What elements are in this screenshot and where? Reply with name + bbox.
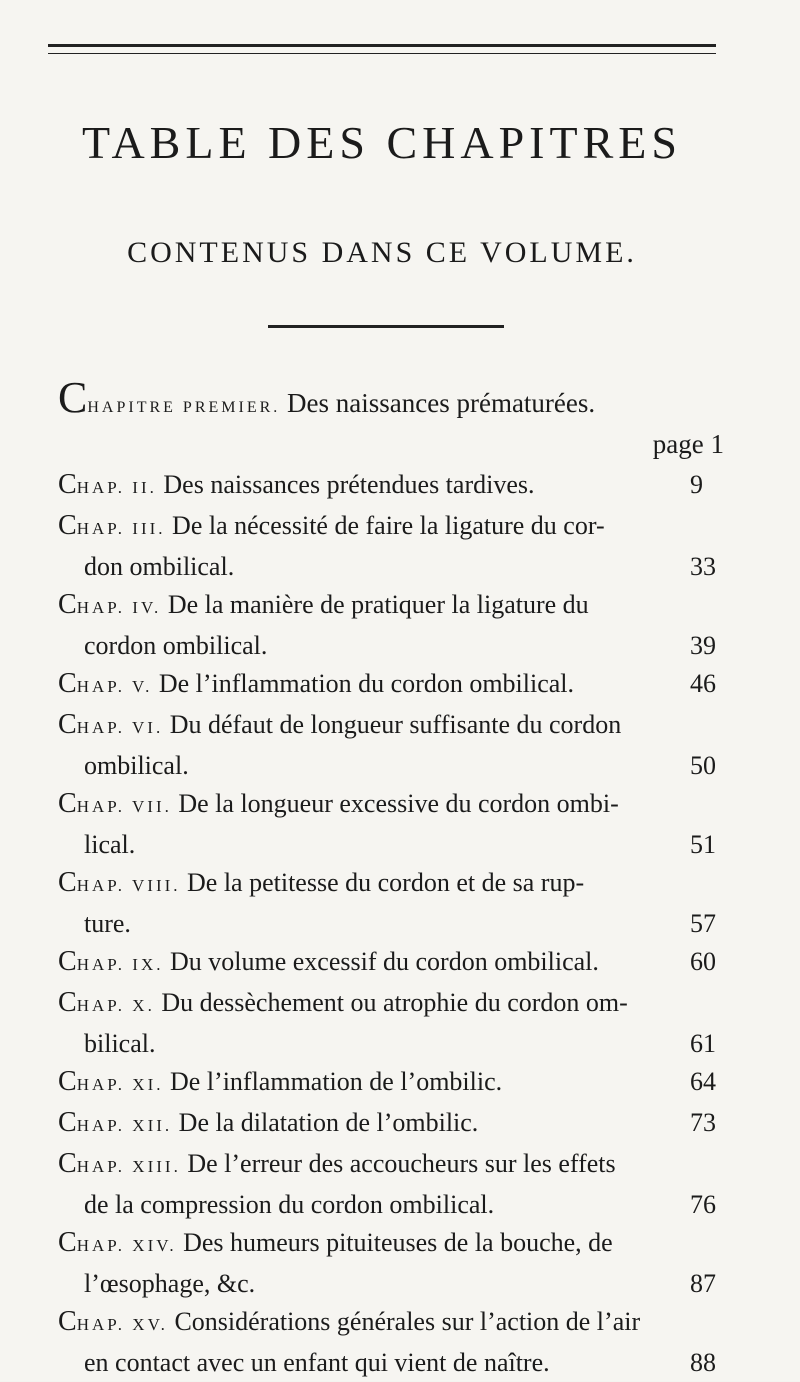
chapter-title: Des humeurs pituiteuses de la bouche, de xyxy=(183,1228,613,1257)
section-rule xyxy=(268,325,504,328)
chapter-title: De la petitesse du cordon et de sa rup- xyxy=(187,868,585,897)
chapter-title-continued: lical. xyxy=(84,830,136,859)
page-title: TABLE DES CHAPITRES xyxy=(82,117,682,168)
chapter-entry xyxy=(58,943,730,984)
chapter-title: De l’erreur des accoucheurs sur les effets xyxy=(187,1149,616,1178)
chapter-title-continued: cordon ombilical. xyxy=(84,631,268,660)
chapter-label-initial: C xyxy=(58,510,77,541)
chapter-title: Des naissances prématurées. xyxy=(287,388,596,418)
chapter-entry-line xyxy=(58,785,730,826)
chapter-label-initial: C xyxy=(58,469,77,500)
chapter-entry-line xyxy=(58,1224,730,1265)
page-number: 9 xyxy=(690,470,703,499)
chapter-entry-line xyxy=(58,627,730,665)
chapter-title-continued: ombilical. xyxy=(84,751,189,780)
chapter-title: De la manière de pratiquer la ligature du xyxy=(167,590,589,619)
top-double-rule xyxy=(48,44,716,47)
page-number: 88 xyxy=(690,1348,716,1377)
chapter-label: HAP. VIII. xyxy=(76,876,181,895)
page-number: 51 xyxy=(690,830,716,859)
chapter-title-continued: de la compression du cordon ombilical. xyxy=(84,1190,495,1219)
chapter-heading xyxy=(58,1303,640,1344)
chapter-entry xyxy=(58,864,730,943)
chapter-label: HAP. VI. xyxy=(76,718,164,737)
chapter-label: HAP. II. xyxy=(76,478,157,497)
chapter-title: De la nécessité de faire la ligature du cor- xyxy=(172,511,605,540)
chapter-heading xyxy=(58,586,589,627)
chapter-entry xyxy=(58,1303,730,1382)
chapter-entry-line xyxy=(58,586,730,627)
chapter-entry-line xyxy=(58,665,730,706)
chapter-entry xyxy=(58,1104,730,1145)
chapter-label: HAP. V. xyxy=(76,677,153,696)
chapter-heading xyxy=(58,665,574,706)
chapter-entry xyxy=(58,1145,730,1224)
chapter-title: Du dessèchement ou atrophie du cordon om- xyxy=(161,988,628,1017)
chapter-title-continued: l’œsophage, &c. xyxy=(84,1269,256,1298)
chapter-label: HAP. IX. xyxy=(76,955,164,974)
chapter-label-initial: C xyxy=(58,1107,77,1138)
chapter-title: Des naissances prétendues tardives. xyxy=(163,470,535,499)
chapter-label-initial: C xyxy=(58,788,77,819)
page-number: 64 xyxy=(690,1067,716,1096)
chapter-entry-line xyxy=(58,747,730,785)
chapter-entry-line xyxy=(58,864,730,905)
chapter-heading xyxy=(58,864,584,905)
page-number: 73 xyxy=(690,1108,716,1137)
chapter-heading xyxy=(58,507,605,548)
chapter-label: HAP. IV. xyxy=(76,598,162,617)
chapter-label-initial: C xyxy=(58,867,77,898)
chapter-heading xyxy=(58,785,619,826)
chapter-title: De l’inflammation du cordon ombilical. xyxy=(158,669,575,698)
chapter-label-initial: C xyxy=(58,1066,77,1097)
chapter-title: De la longueur excessive du cordon ombi- xyxy=(178,789,619,818)
chapter-label: HAP. XIII. xyxy=(76,1157,181,1176)
chapter-label: HAP. XIV. xyxy=(76,1236,177,1255)
chapter-entry-line xyxy=(58,1186,730,1224)
chapter-entry xyxy=(58,984,730,1063)
chapter-heading xyxy=(58,706,621,747)
chapter-heading xyxy=(58,943,599,984)
chapter-title: Considérations générales sur l’action de l’air xyxy=(174,1307,641,1336)
chapter-entry-line xyxy=(58,1025,730,1063)
chapter-entry-line xyxy=(58,507,730,548)
page-number: 1 xyxy=(710,429,724,459)
chapter-label: HAP. X. xyxy=(76,996,155,1015)
chapter-title-continued: bilical. xyxy=(84,1029,156,1058)
chapter-label: HAP. VII. xyxy=(76,797,172,816)
chapter-title: Du défaut de longueur suffisante du cordon xyxy=(169,710,622,739)
chapter-title-continued: en contact avec un enfant qui vient de naître. xyxy=(84,1348,550,1377)
chapter-entry xyxy=(58,586,730,665)
page-number: 60 xyxy=(690,947,716,976)
chapter-title-continued: ture. xyxy=(84,909,131,938)
chapter-heading xyxy=(58,1145,616,1186)
page-number: 33 xyxy=(690,552,716,581)
chapter-title-continued: don ombilical. xyxy=(84,552,235,581)
chapter-entry-line xyxy=(58,943,730,984)
chapter-entry xyxy=(58,665,730,706)
chapter-entry-line xyxy=(58,905,730,943)
first-chapter-entry xyxy=(58,373,730,462)
chapter-heading xyxy=(58,1063,502,1104)
chapter-title: Du volume excessif du cordon ombilical. xyxy=(170,947,599,976)
chapter-entry xyxy=(58,1224,730,1303)
chapter-entry-line xyxy=(58,1104,730,1145)
page-number: 46 xyxy=(690,669,716,698)
page-number: 39 xyxy=(690,631,716,660)
chapter-entry-line xyxy=(58,984,730,1025)
chapter-label-initial: C xyxy=(58,1148,77,1179)
chapter-label-initial: C xyxy=(58,1306,77,1337)
chapter-title: De l’inflammation de l’ombilic. xyxy=(170,1067,503,1096)
chapter-label-initial: C xyxy=(58,668,77,699)
page-reference xyxy=(58,426,730,462)
chapter-entry-line xyxy=(58,466,730,507)
top-double-rule-thin xyxy=(48,53,716,54)
page-number: 61 xyxy=(690,1029,716,1058)
chapter-entry-line xyxy=(58,548,730,586)
chapter-label-initial: C xyxy=(58,589,77,620)
chapter-heading xyxy=(58,466,535,507)
page-number: 57 xyxy=(690,909,716,938)
chapter-entry-line xyxy=(58,1303,730,1344)
chapter-label: HAPITRE PREMIER. xyxy=(87,399,281,416)
chapter-entry xyxy=(58,507,730,586)
chapter-heading xyxy=(58,1224,613,1265)
chapter-label-initial: C xyxy=(58,709,77,740)
chapter-entry xyxy=(58,785,730,864)
chapter-label: HAP. XII. xyxy=(76,1116,173,1135)
chapter-entry-line xyxy=(58,1265,730,1303)
page-label: page xyxy=(652,429,704,459)
chapter-label-initial: C xyxy=(58,373,88,422)
chapter-entry xyxy=(58,466,730,507)
chapter-label: HAP. XV. xyxy=(76,1315,168,1334)
page-subtitle: CONTENUS DANS CE VOLUME. xyxy=(127,236,637,269)
chapter-label-initial: C xyxy=(58,1227,77,1258)
chapter-entry-line xyxy=(58,826,730,864)
chapter-entry-line xyxy=(58,706,730,747)
chapter-entry-line xyxy=(58,1344,730,1382)
chapter-label-initial: C xyxy=(58,946,77,977)
chapter-label-initial: C xyxy=(58,987,77,1018)
chapter-label: HAP. III. xyxy=(76,519,166,538)
chapter-heading xyxy=(58,984,628,1025)
page-number: 50 xyxy=(690,751,716,780)
chapter-entry xyxy=(58,706,730,785)
chapter-entry-line xyxy=(58,1145,730,1186)
page-number: 87 xyxy=(690,1269,716,1298)
chapter-label: HAP. XI. xyxy=(76,1075,164,1094)
chapter-title: De la dilatation de l’ombilic. xyxy=(178,1108,479,1137)
chapter-heading xyxy=(58,1104,478,1145)
chapter-entry-line xyxy=(58,1063,730,1104)
chapter-list xyxy=(58,466,730,1382)
page-number: 76 xyxy=(690,1190,716,1219)
chapter-entry xyxy=(58,1063,730,1104)
